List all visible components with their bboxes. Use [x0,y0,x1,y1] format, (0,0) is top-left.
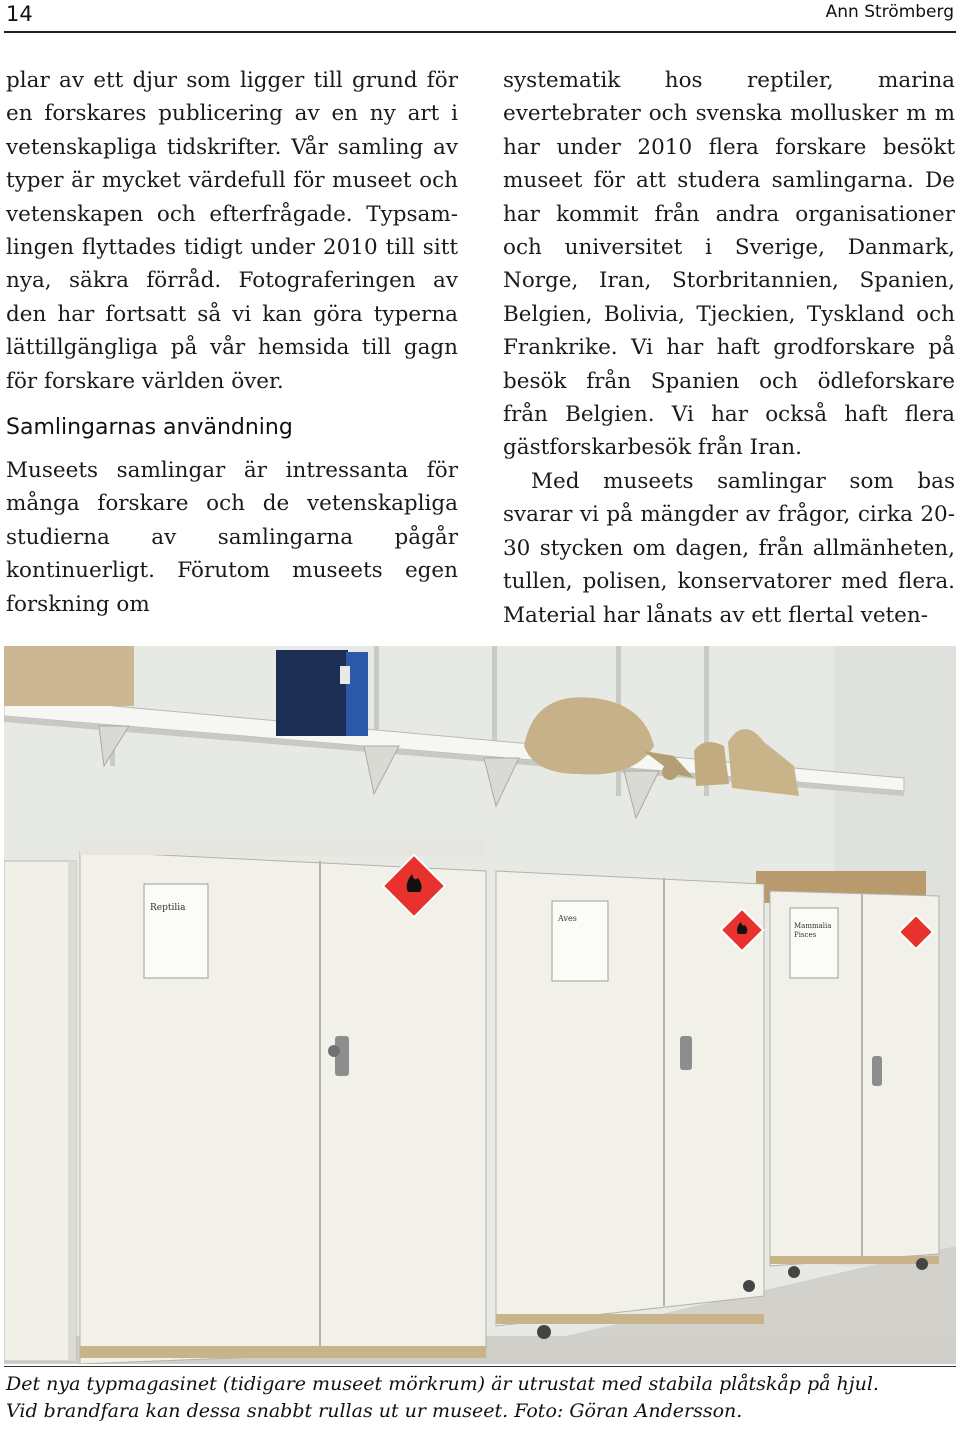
page-header [0,0,960,34]
left-column [6,64,458,621]
right-column [503,64,955,632]
caption-rule [4,1366,956,1367]
caption-line-1: Det nya typmagasinet (tidigare museet mörkrum) är utrustat med stabila plåtskåp på hjul. [6,1373,879,1395]
section-heading: Samlingarnas användning [6,415,293,441]
photo-caption [6,1371,956,1425]
right-paragraph-2: Med museets samlingar som bas svarar vi på mängder av frågor, cirka 20-30 stycken om dagen, från allmänheten, tullen, polisen, konservatorer med flera. Material har lånats av ett flertal veten- [503,468,955,628]
right-paragraph-1: systematik hos reptiler, marina evertebrater och svenska mollusker m m har under 2010 flera forskare besökt museet för att studera samlingarna. De har kommit från andra organisationer och universitet i Sverige, Danmark, Norge, Iran, Storbritannien, Spanien, Belgien, Bolivia, Tjeckien, Tyskland och Frankrike. Vi har haft grodforskare på besök från Spanien och ödleforskare från Belgien. Vi har också haft flera gästforskarbesök från Iran. [503,68,955,461]
cabinet-label-3: Mammalia Pisces [794,922,832,939]
cabinet-label-2: Aves [558,914,577,923]
page-number: 14 [6,2,33,26]
cabinet-label-1: Reptilia [150,903,186,913]
caption-line-2: Vid brandfara kan dessa snabbt rullas ut ur museet. Foto: Göran Andersson. [6,1400,743,1422]
header-rule [4,31,956,33]
storage-room-photo [4,646,956,1364]
left-paragraph-2: Museets samlingar är intressanta för många forskare och de vetenskapliga studierna av samlingarna pågår kontinuerligt. Förutom museets egen forskning om [6,458,458,617]
left-paragraph-1: plar av ett djur som ligger till grund för en forskares publicering av en ny art i vetenskapliga tidskrifter. Vår samling av typer är mycket värdefull för museet och vetenskapen och efterfrågade. Typsamlingen flyttades tidigt under 2010 till sitt nya, säkra förråd. Fotograferingen av den har fortsatt så vi kan göra typerna lättillgängliga på vår hemsida till gagn för forskare världen över. [6,68,458,394]
running-head-author: Ann Strömberg [825,2,954,22]
